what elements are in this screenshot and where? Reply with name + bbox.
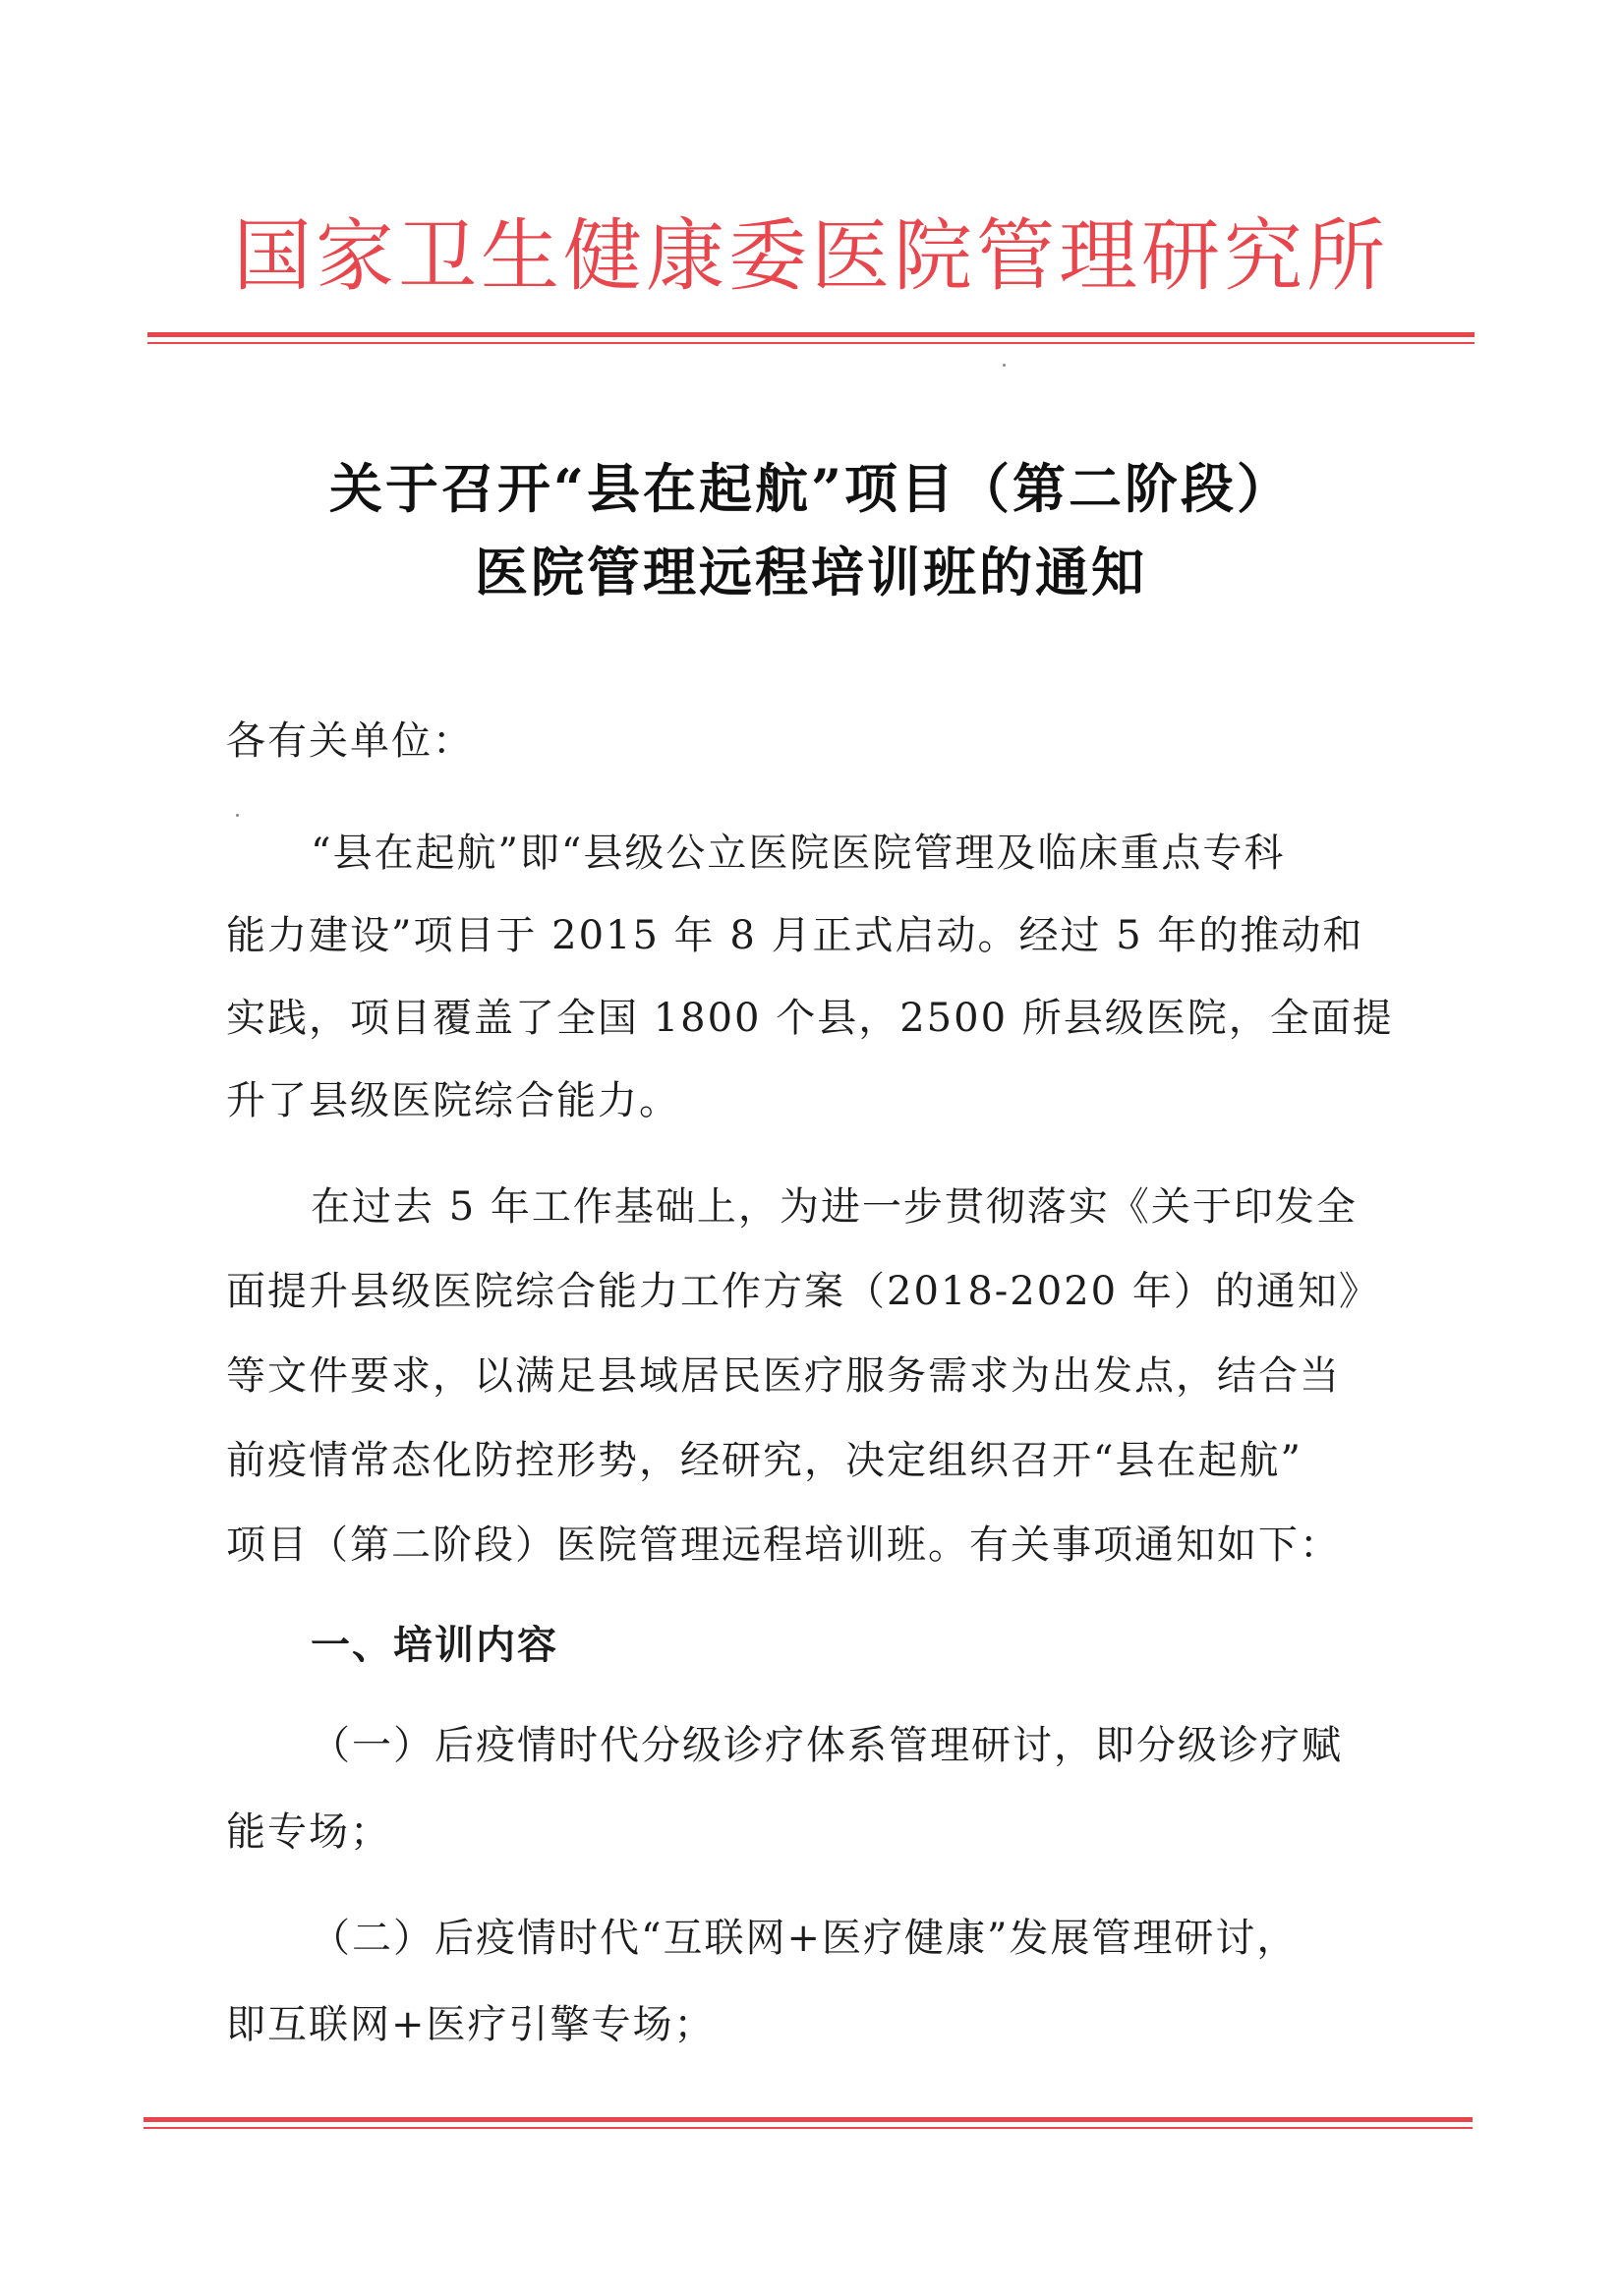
organization-header: 国家卫生健康委医院管理研究所 — [233, 210, 1389, 302]
scan-speck — [236, 814, 239, 817]
paragraph1-line: “县在起航”即“县级公立医院医院管理及临床重点专科 — [311, 831, 1286, 876]
paragraph2-line: 前疫情常态化防控形势，经研究，决定组织召开“县在起航” — [226, 1438, 1302, 1483]
footer-divider — [144, 2117, 1473, 2129]
header-divider — [147, 332, 1475, 344]
section-heading-training-content: 一、培训内容 — [311, 1623, 558, 1668]
notice-title-line1: 关于召开“县在起航”项目（第二阶段） — [328, 457, 1294, 520]
item1-line: （一）后疫情时代分级诊疗体系管理研讨，即分级诊疗赋 — [311, 1723, 1343, 1768]
notice-title-line2: 医院管理远程培训班的通知 — [475, 541, 1147, 603]
item2-line: （二）后疫情时代“互联网+医疗健康”发展管理研讨， — [311, 1916, 1299, 1961]
paragraph2-line: 等文件要求，以满足县域居民医疗服务需求为出发点，结合当 — [226, 1353, 1341, 1399]
paragraph2-line: 面提升县级医院综合能力工作方案（2018-2020 年）的通知》 — [226, 1269, 1380, 1314]
paragraph1-line: 实践，项目覆盖了全国 1800 个县，2500 所县级医院，全面提 — [226, 996, 1394, 1041]
paragraph1-line: 升了县级医院综合能力。 — [226, 1078, 680, 1123]
scan-speck — [1003, 364, 1006, 367]
paragraph2-line: 项目（第二阶段）医院管理远程培训班。有关事项通知如下： — [226, 1522, 1341, 1568]
item1-line: 能专场； — [226, 1809, 391, 1855]
paragraph2-line: 在过去 5 年工作基础上，为进一步贯彻落实《关于印发全 — [311, 1184, 1358, 1230]
paragraph1-line: 能力建设”项目于 2015 年 8 月正式启动。经过 5 年的推动和 — [226, 913, 1364, 958]
item2-line: 即互联网+医疗引擎专场； — [226, 2002, 716, 2047]
salutation: 各有关单位： — [226, 718, 474, 764]
